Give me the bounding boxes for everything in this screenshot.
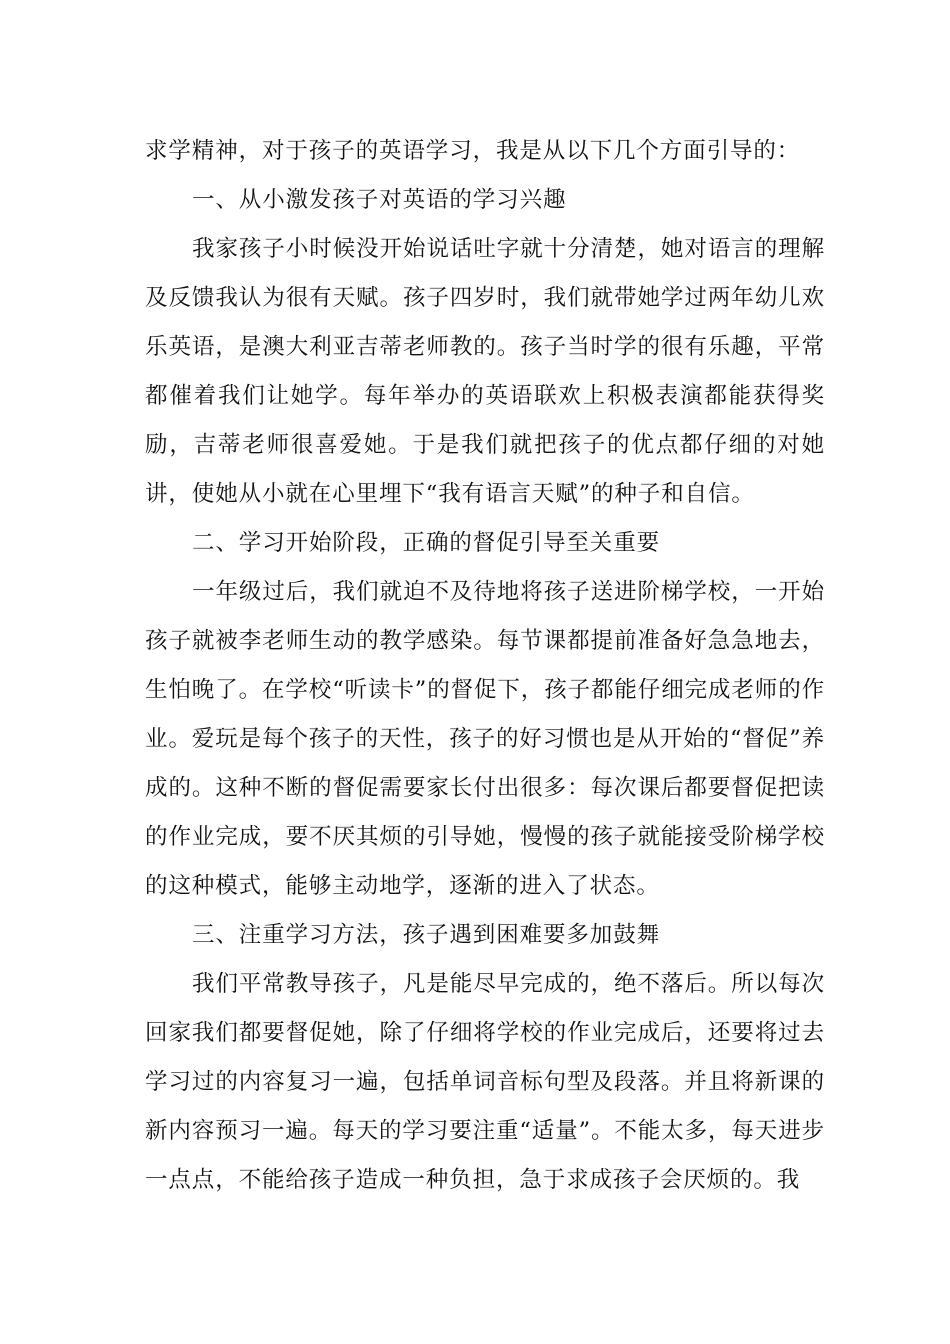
paragraph-continuation: 求学精神，对于孩子的英语学习，我是从以下几个方面引导的： [145, 138, 801, 164]
paragraph-interest: 我家孩子小时候没开始说话吐字就十分清楚，她对语言的理解及反馈我认为很有天赋。孩子四岁时，我们就带她学过两年幼儿欢乐英语，是澳大利亚吉蒂老师教的。孩子当时学的很有乐趣，平常都催着我们让她学。每年举办的英语联欢上积极表演都能获得奖励，吉蒂老师很喜爱她。于是我们就把孩子的优点都仔细的对她讲，使她从小就在心里埋下“我有语言天赋”的种子和自信。 [145, 236, 825, 507]
document-body [145, 127, 825, 1205]
section-heading-1: 一、从小激发孩子对英语的学习兴趣 [192, 187, 567, 213]
paragraph-supervision: 一年级过后，我们就迫不及待地将孩子送进阶梯学校，一开始孩子就被李老师生动的教学感染。每节课都提前准备好急急地去，生怕晚了。在学校“听读卡”的督促下，孩子都能仔细完成老师的作业。爱玩是每个孩子的天性，孩子的好习惯也是从开始的“督促”养成的。这种不断的督促需要家长付出很多：每次课后都要督促把读的作业完成，要不厌其烦的引导她，慢慢的孩子就能接受阶梯学校的这种模式，能够主动地学，逐渐的进入了状态。 [145, 579, 826, 899]
section-heading-3: 三、注重学习方法，孩子遇到困难要多加鼓舞 [192, 922, 661, 948]
paragraph-method: 我们平常教导孩子，凡是能尽早完成的，绝不落后。所以每次回家我们都要督促她，除了仔细将学校的作业完成后，还要将过去学习过的内容复习一遍，包括单词音标句型及段落。并且将新课的新内容预习一遍。每天的学习要注重“适量”。不能太多，每天进步一点点，不能给孩子造成一种负担，急于求成孩子会厌烦的。我 [145, 971, 826, 1193]
section-heading-2: 二、学习开始阶段，正确的督促引导至关重要 [192, 530, 661, 556]
